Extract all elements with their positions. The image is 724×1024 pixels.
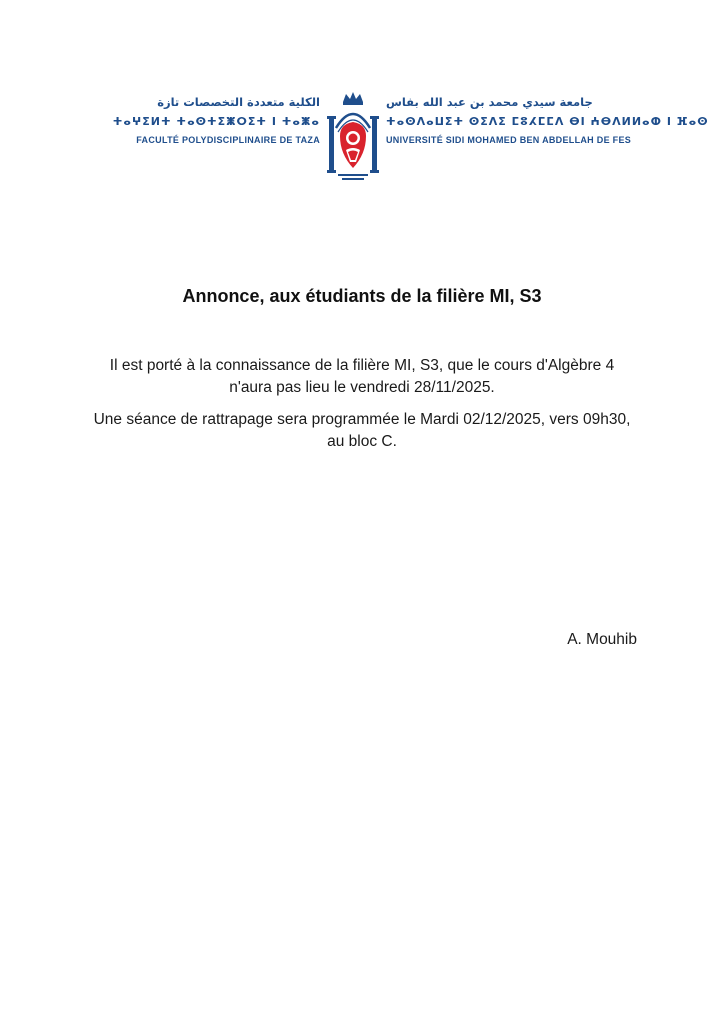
announcement-paragraph-makeup-session: Une séance de rattrapage sera programmée le Mardi 02/12/2025, vers 09h30, au bloc C. [93, 411, 631, 450]
royal-crest-icon [326, 88, 380, 184]
university-name-block [386, 94, 709, 147]
faculty-name-block [88, 94, 320, 147]
university-name-tifinagh: ⵜⴰⵙⴷⴰⵡⵉⵜ ⵙⵉⴷⵉ ⵎⵓⵃⵎⵎⴷ ⴱⵏ ⵄⴱⴷⵍⵍⴰⵀ ⵏ ⴼⴰⵙ [386, 115, 709, 128]
announcement-title: Annonce, aux étudiants de la filière MI, S3 [182, 286, 542, 306]
signature: A. Mouhib [567, 631, 637, 648]
faculty-name-french: FACULTÉ POLYDISCIPLINAIRE DE TAZA [136, 135, 320, 145]
university-name-arabic: جامعة سيدي محمد بن عبد الله بفاس [386, 95, 593, 109]
faculty-name-tifinagh: ⵜⴰⵖⵉⵍⵜ ⵜⴰⵙⵜⵉⵥⵔⵉⵜ ⵏ ⵜⴰⵥⴰ [112, 115, 320, 128]
faculty-name-arabic: الكلية متعددة التخصصات تازة [157, 95, 320, 109]
announcement-paragraph-cancellation: Il est porté à la connaissance de la filière MI, S3, que le cours d'Algèbre 4 n'aura pas lieu le vendredi 28/11/2025. [109, 357, 615, 396]
letterhead [88, 88, 709, 184]
university-name-french: UNIVERSITÉ SIDI MOHAMED BEN ABDELLAH DE FES [386, 135, 632, 145]
